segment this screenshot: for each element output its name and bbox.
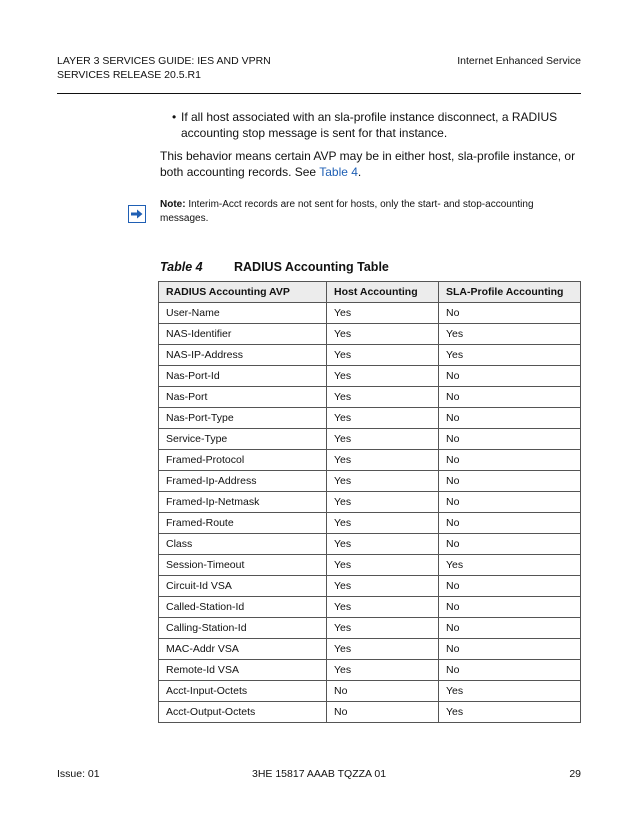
cell-avp: Session-Timeout — [159, 555, 327, 576]
cell-sla: No — [439, 618, 581, 639]
cell-sla: No — [439, 597, 581, 618]
footer-page-number: 29 — [569, 768, 581, 780]
table-row — [159, 597, 581, 618]
cell-avp: Class — [159, 534, 327, 555]
table-row — [159, 303, 581, 324]
cell-host: Yes — [327, 429, 439, 450]
arrow-right-icon — [128, 205, 146, 223]
cell-avp: NAS-IP-Address — [159, 345, 327, 366]
footer-issue: Issue: 01 — [57, 768, 100, 780]
table-caption — [160, 260, 389, 274]
cell-sla: No — [439, 492, 581, 513]
cell-avp: Acct-Output-Octets — [159, 702, 327, 723]
cell-sla: No — [439, 408, 581, 429]
cell-avp: User-Name — [159, 303, 327, 324]
cell-avp: Called-Station-Id — [159, 597, 327, 618]
column-header-host: Host Accounting — [327, 282, 439, 303]
table-header-row — [159, 282, 581, 303]
cell-sla: No — [439, 471, 581, 492]
cell-host: Yes — [327, 639, 439, 660]
table-row — [159, 618, 581, 639]
bullet-mark: • — [172, 110, 177, 124]
cell-sla: Yes — [439, 702, 581, 723]
table-row — [159, 471, 581, 492]
cell-host: Yes — [327, 345, 439, 366]
cell-host: Yes — [327, 387, 439, 408]
cell-sla: No — [439, 513, 581, 534]
cell-avp: Service-Type — [159, 429, 327, 450]
cell-avp: Acct-Input-Octets — [159, 681, 327, 702]
cell-avp: Framed-Ip-Address — [159, 471, 327, 492]
cell-sla: No — [439, 639, 581, 660]
header-rule — [57, 93, 581, 94]
table-row — [159, 555, 581, 576]
table-number: Table 4 — [160, 260, 203, 274]
table-row — [159, 681, 581, 702]
cell-avp: Calling-Station-Id — [159, 618, 327, 639]
cell-host: Yes — [327, 576, 439, 597]
cell-host: Yes — [327, 534, 439, 555]
cell-host: No — [327, 702, 439, 723]
column-header-avp: RADIUS Accounting AVP — [159, 282, 327, 303]
table-link[interactable]: Table 4 — [319, 165, 358, 179]
table-title: RADIUS Accounting Table — [234, 260, 389, 274]
table-row — [159, 639, 581, 660]
cell-host: Yes — [327, 408, 439, 429]
cell-host: No — [327, 681, 439, 702]
table-row — [159, 660, 581, 681]
table-row — [159, 387, 581, 408]
table-row — [159, 450, 581, 471]
cell-avp: Nas-Port — [159, 387, 327, 408]
cell-avp: Framed-Route — [159, 513, 327, 534]
cell-host: Yes — [327, 303, 439, 324]
body-paragraph — [160, 148, 585, 180]
cell-avp: MAC-Addr VSA — [159, 639, 327, 660]
cell-avp: Circuit-Id VSA — [159, 576, 327, 597]
table-row — [159, 702, 581, 723]
cell-sla: No — [439, 387, 581, 408]
note-text — [160, 198, 580, 225]
cell-host: Yes — [327, 450, 439, 471]
table-row — [159, 345, 581, 366]
cell-host: Yes — [327, 555, 439, 576]
cell-host: Yes — [327, 492, 439, 513]
cell-avp: Nas-Port-Type — [159, 408, 327, 429]
cell-sla: No — [439, 450, 581, 471]
cell-sla: Yes — [439, 681, 581, 702]
paragraph-text: This behavior means certain AVP may be in either host, sla-profile instance, or both accounting records. See — [160, 149, 576, 179]
cell-host: Yes — [327, 324, 439, 345]
table-row — [159, 513, 581, 534]
table-row — [159, 492, 581, 513]
cell-avp: NAS-Identifier — [159, 324, 327, 345]
running-header-left — [57, 54, 271, 82]
cell-host: Yes — [327, 597, 439, 618]
cell-avp: Framed-Ip-Netmask — [159, 492, 327, 513]
cell-host: Yes — [327, 366, 439, 387]
cell-host: Yes — [327, 618, 439, 639]
bullet-text: If all host associated with an sla-profile instance disconnect, a RADIUS accounting stop message is sent for that instance. — [181, 110, 558, 140]
cell-avp: Framed-Protocol — [159, 450, 327, 471]
cell-sla: No — [439, 303, 581, 324]
table-row — [159, 576, 581, 597]
cell-sla: No — [439, 534, 581, 555]
cell-sla: Yes — [439, 345, 581, 366]
note-label: Note: — [160, 199, 186, 210]
cell-host: Yes — [327, 660, 439, 681]
radius-accounting-table — [158, 281, 581, 723]
table-row — [159, 534, 581, 555]
cell-host: Yes — [327, 471, 439, 492]
running-header-right: Internet Enhanced Service — [457, 55, 581, 67]
cell-sla: No — [439, 429, 581, 450]
paragraph-end: . — [357, 165, 362, 179]
header-title-line1: LAYER 3 SERVICES GUIDE: IES AND VPRN — [57, 55, 271, 67]
cell-avp: Nas-Port-Id — [159, 366, 327, 387]
cell-sla: No — [439, 660, 581, 681]
table-row — [159, 429, 581, 450]
table-row — [159, 366, 581, 387]
header-title-line2: SERVICES RELEASE 20.5.R1 — [57, 69, 201, 81]
cell-sla: No — [439, 576, 581, 597]
note-body: Interim-Acct records are not sent for hosts, only the start- and stop-accounting messages. — [160, 199, 534, 224]
bullet-item — [172, 109, 562, 141]
cell-sla: No — [439, 366, 581, 387]
cell-avp: Remote-Id VSA — [159, 660, 327, 681]
cell-host: Yes — [327, 513, 439, 534]
table-row — [159, 324, 581, 345]
cell-sla: Yes — [439, 324, 581, 345]
table-row — [159, 408, 581, 429]
cell-sla: Yes — [439, 555, 581, 576]
footer-doc-id: 3HE 15817 AAAB TQZZA 01 — [252, 768, 387, 780]
column-header-sla: SLA-Profile Accounting — [439, 282, 581, 303]
